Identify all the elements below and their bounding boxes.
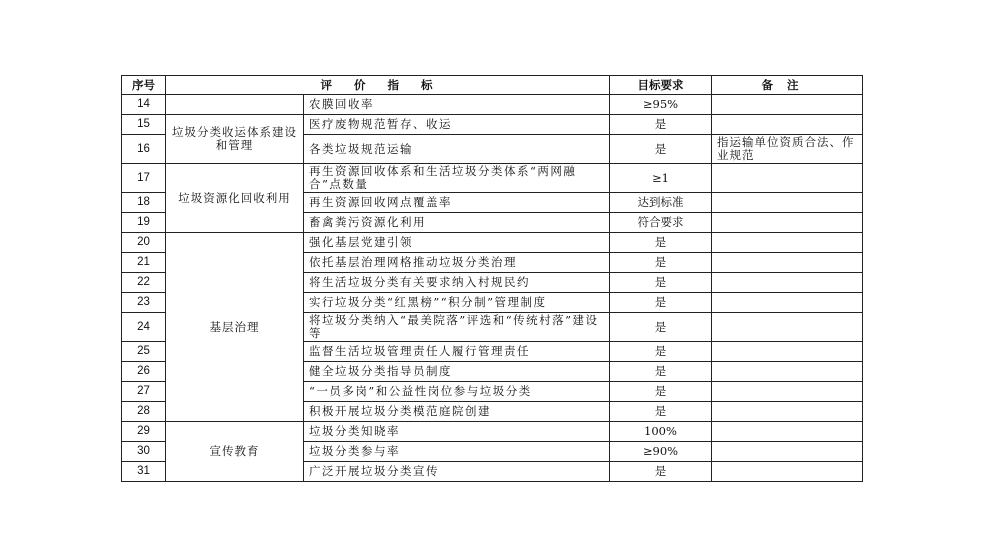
row-no: 16 [122,135,166,164]
row-no: 15 [122,115,166,135]
row-note [712,422,863,442]
table-row [122,164,863,193]
header-indicator: 评价指标 [166,76,610,95]
header-no: 序号 [122,76,166,95]
row-no: 30 [122,442,166,462]
row-indicator: 依托基层治理网格推动垃圾分类治理 [304,253,610,273]
row-note [712,442,863,462]
row-note [712,293,863,313]
row-indicator: 广泛开展垃圾分类宣传 [304,462,610,482]
row-note [712,95,863,115]
row-target: 是 [610,402,712,422]
row-no: 17 [122,164,166,193]
row-target: ≥90% [610,442,712,462]
row-no: 25 [122,342,166,362]
row-target: ≥95% [610,95,712,115]
row-no: 27 [122,382,166,402]
indicator-table [121,75,863,482]
row-target: 是 [610,273,712,293]
row-no: 21 [122,253,166,273]
row-target: 达到标准 [610,193,712,213]
row-target: 是 [610,135,712,164]
row-indicator: 健全垃圾分类指导员制度 [304,362,610,382]
row-no: 20 [122,233,166,253]
row-target: 是 [610,313,712,342]
row-target: 是 [610,462,712,482]
table-row [122,233,863,253]
category-collection: 垃圾分类收运体系建设和管理 [166,115,304,164]
row-note [712,213,863,233]
row-note [712,362,863,382]
row-target: 是 [610,362,712,382]
row-target: 100% [610,422,712,442]
row-target: 是 [610,253,712,273]
row-target: 是 [610,115,712,135]
row-indicator: 医疗废物规范暂存、收运 [304,115,610,135]
row-indicator: 强化基层党建引领 [304,233,610,253]
row-target: 是 [610,342,712,362]
row-indicator: 将垃圾分类纳入“最美院落”评选和“传统村落”建设等 [304,313,610,342]
header-row [122,76,863,95]
row-note [712,462,863,482]
row-indicator: 各类垃圾规范运输 [304,135,610,164]
row-note [712,273,863,293]
row-indicator: 将生活垃圾分类有关要求纳入村规民约 [304,273,610,293]
row-target: 是 [610,233,712,253]
row-no: 18 [122,193,166,213]
header-target: 目标要求 [610,76,712,95]
row-no: 14 [122,95,166,115]
row-no: 26 [122,362,166,382]
row-note [712,193,863,213]
row-note [712,164,863,193]
row-no: 19 [122,213,166,233]
row-indicator: 积极开展垃圾分类模范庭院创建 [304,402,610,422]
row-target: 是 [610,382,712,402]
row-indicator: 实行垃圾分类“红黑榜”“积分制”管理制度 [304,293,610,313]
row-no: 29 [122,422,166,442]
row-indicator: 农膜回收率 [304,95,610,115]
row-note [712,402,863,422]
header-note: 备注 [712,76,863,95]
row-note [712,253,863,273]
row-note [712,115,863,135]
row-note [712,382,863,402]
row-target: 是 [610,293,712,313]
table-row [122,115,863,135]
category-empty [166,95,304,115]
row-no: 24 [122,313,166,342]
row-indicator: 再生资源回收体系和生活垃圾分类体系“两网融合”点数量 [304,164,610,193]
row-indicator: 监督生活垃圾管理责任人履行管理责任 [304,342,610,362]
category-governance: 基层治理 [166,233,304,422]
row-note [712,342,863,362]
row-indicator: “一员多岗”和公益性岗位参与垃圾分类 [304,382,610,402]
row-target: ≥1 [610,164,712,193]
category-publicity: 宣传教育 [166,422,304,482]
row-no: 28 [122,402,166,422]
row-no: 31 [122,462,166,482]
row-indicator: 再生资源回收网点覆盖率 [304,193,610,213]
row-note: 指运输单位资质合法、作业规范 [712,135,863,164]
row-target: 符合要求 [610,213,712,233]
row-note [712,233,863,253]
row-indicator: 畜禽粪污资源化利用 [304,213,610,233]
table-row [122,95,863,115]
row-note [712,313,863,342]
row-indicator: 垃圾分类知晓率 [304,422,610,442]
table-row [122,422,863,442]
row-no: 23 [122,293,166,313]
row-indicator: 垃圾分类参与率 [304,442,610,462]
row-no: 22 [122,273,166,293]
category-recycling: 垃圾资源化回收利用 [166,164,304,233]
